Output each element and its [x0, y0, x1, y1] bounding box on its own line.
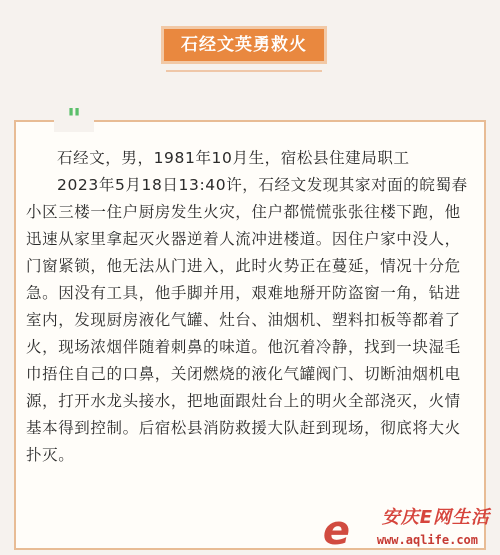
watermark-url: www.aqlife.com — [376, 533, 478, 547]
paragraph-story: 2023年5月18日13:40许，石经文发现其家对面的皖蜀春小区三楼一住户厨房发生火灾，住户都慌慌张张往楼下跑，他迅速从家里拿起灭火器逆着人流冲进楼道。因住户家中没人，门窗紧锁，他无法从门进入，此时火势正在蔓延，情况十分危急。因没有工具，他手脚并用，艰难地掰开防盗窗一角，钻进室内，发现厨房液化气罐、灶台、油烟机、塑料扣板等都着了火，现场浓烟伴随着刺鼻的味道。他沉着冷静，找到一块湿毛巾捂住自己的口鼻，关闭燃烧的液化气罐阀门、切断油烟机电源，打开水龙头接水，把地面跟灶台上的明火全部浇灭，火情基本得到控制。后宿松县消防救援大队赶到现场，彻底将大火扑灭。 — [26, 176, 468, 464]
article-body — [26, 145, 472, 469]
watermark-e-logo: e — [322, 508, 350, 554]
watermark-site-name: 安庆E网生活 — [381, 507, 490, 528]
title-underline — [166, 70, 322, 72]
article-title: 石经文英勇救火 — [161, 26, 327, 64]
paragraph-intro: 石经文，男，1981年10月生，宿松县住建局职工 — [57, 149, 410, 167]
quote-mark-icon: " — [54, 108, 94, 132]
